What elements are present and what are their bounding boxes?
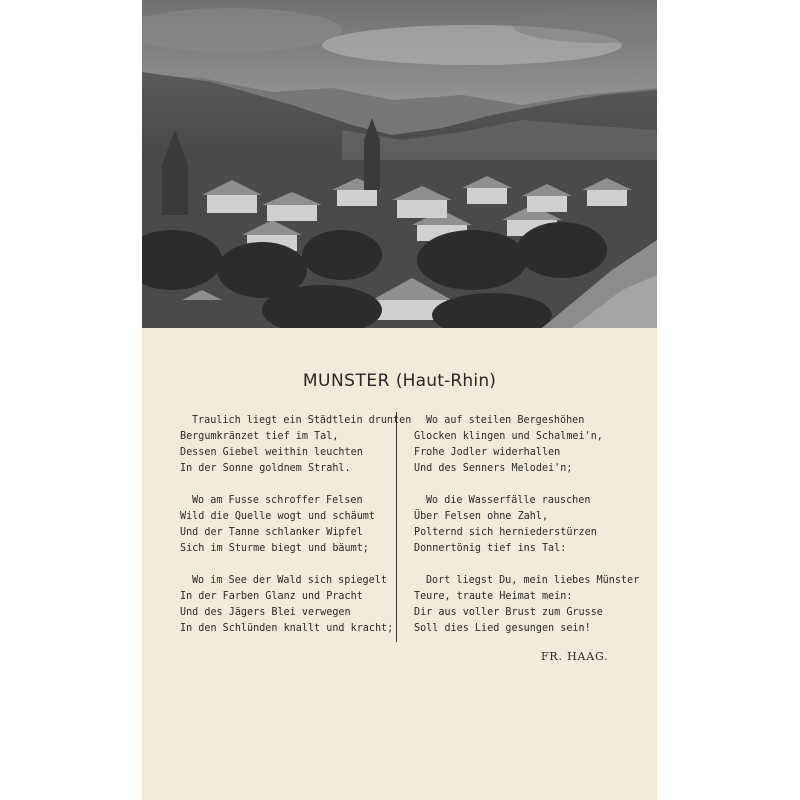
poem-line: Traulich liegt ein Städtlein drunten (191, 413, 412, 426)
author-signature: FR. HAAG. (541, 650, 609, 663)
title-main: MUNSTER (302, 371, 390, 391)
poem-line: Glocken klingen und Schalmei'n, (414, 429, 603, 442)
town-panorama-image (142, 0, 657, 328)
poem-line: Wo auf steilen Bergeshöhen (425, 413, 585, 426)
poem-line: Frohe Jodler widerhallen (414, 445, 561, 458)
poem-line: Wild die Quelle wogt und schäumt (180, 509, 375, 522)
stanza (180, 492, 411, 556)
title-sub: (Haut-Rhin) (395, 371, 497, 391)
poem-column-right (414, 412, 639, 652)
postcard (142, 0, 657, 800)
page-title (142, 371, 657, 391)
poem-line: Donnertönig tief ins Tal: (414, 541, 567, 554)
town-panorama-photo (142, 0, 657, 328)
poem-line: Dort liegst Du, mein liebes Münster (425, 573, 640, 586)
poem-line: In den Schlünden knallt und kracht; (180, 621, 394, 634)
stanza (180, 572, 411, 636)
poem-line: In der Farben Glanz und Pracht (180, 589, 363, 602)
poem-line: Bergumkränzet tief im Tal, (180, 429, 339, 442)
poem-line: In der Sonne goldnem Strahl. (180, 461, 351, 474)
poem-line: Und der Tanne schlanker Wipfel (180, 525, 363, 538)
poem-line: Soll dies Lied gesungen sein! (414, 621, 591, 634)
poem-line: Teure, traute Heimat mein: (414, 589, 573, 602)
stanza (180, 412, 411, 476)
poem-line: Dessen Giebel weithin leuchten (180, 445, 363, 458)
poem-line: Sich im Sturme biegt und bäumt; (180, 541, 369, 554)
stanza (414, 492, 639, 556)
poem-line: Dir aus voller Brust zum Grusse (414, 605, 603, 618)
stanza (414, 412, 639, 476)
poem-line: Über Felsen ohne Zahl, (414, 509, 549, 522)
poem-line: Wo die Wasserfälle rauschen (425, 493, 591, 506)
poem-line: Und des Senners Melodei'n; (414, 461, 573, 474)
poem-line: Polternd sich herniederstürzen (414, 525, 597, 538)
poem-line: Und des Jägers Blei verwegen (180, 605, 351, 618)
stanza (414, 572, 639, 636)
poem-line: Wo im See der Wald sich spiegelt (191, 573, 387, 586)
poem-line: Wo am Fusse schroffer Felsen (191, 493, 363, 506)
poem-column-left (180, 412, 411, 652)
